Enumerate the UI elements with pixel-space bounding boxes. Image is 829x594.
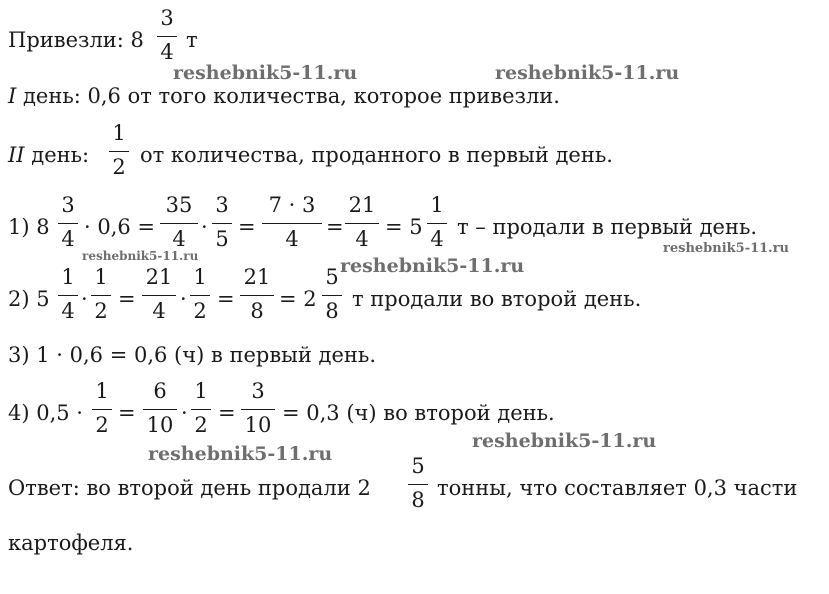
operator: = 2	[279, 287, 317, 311]
fraction: 3 4	[58, 195, 78, 251]
operator: ·	[181, 401, 188, 425]
fraction: 35 4	[160, 195, 198, 251]
answer-rest: тонны, что составляет 0,3 части	[437, 476, 798, 500]
fraction: 3 5	[212, 195, 232, 251]
watermark: reshebnik5-11.ru	[472, 430, 657, 452]
operator: ·	[180, 287, 187, 311]
operator: ·	[201, 215, 208, 239]
fraction: 7 · 3 4	[262, 195, 322, 251]
delivered-label: Привезли: 8	[8, 28, 144, 52]
watermark: reshebnik5-11.ru	[148, 443, 333, 465]
operator: =	[118, 401, 136, 425]
day2-rest: от количества, проданного в первый день.	[140, 143, 613, 167]
unit: т	[186, 28, 198, 52]
watermark: reshebnik5-11.ru	[173, 62, 358, 84]
fraction: 1 4	[427, 195, 447, 251]
answer-line2: картофеля.	[8, 531, 134, 555]
step4-prefix: 4) 0,5 ·	[8, 401, 83, 425]
fraction: 5 8	[408, 456, 428, 512]
fraction: 21 4	[142, 267, 176, 323]
fraction: 5 8	[322, 267, 342, 323]
step2-tail: т продали во второй день.	[352, 287, 642, 311]
operator: = 5	[385, 215, 423, 239]
fraction: 6 10	[143, 381, 177, 437]
step1-prefix: 1) 8	[8, 215, 50, 239]
operator: =	[118, 287, 136, 311]
fraction: 21 4	[345, 195, 379, 251]
fraction: 1 2	[190, 267, 210, 323]
watermark: reshebnik5-11.ru	[495, 62, 680, 84]
fraction: 21 8	[240, 267, 274, 323]
operator: =	[217, 287, 235, 311]
fraction: 3 10	[241, 381, 275, 437]
fraction: 1 2	[91, 267, 111, 323]
operator: · 0,6 =	[84, 215, 156, 239]
operator: ·	[81, 287, 88, 311]
watermark: reshebnik5-11.ru	[82, 249, 199, 263]
fraction: 1 4	[58, 267, 78, 323]
operator: =	[238, 215, 256, 239]
day1-line: I день: 0,6 от того количества, которое привезли.	[8, 84, 560, 108]
fraction: 1 2	[92, 381, 112, 437]
watermark: reshebnik5-11.ru	[340, 255, 525, 277]
fraction: 1 2	[191, 381, 211, 437]
watermark: reshebnik5-11.ru	[663, 241, 790, 256]
operator: =	[218, 401, 236, 425]
day2-line: II день:	[8, 143, 90, 167]
operator: =	[326, 215, 344, 239]
step3: 3) 1 · 0,6 = 0,6 (ч) в первый день.	[8, 343, 377, 367]
answer-text: Ответ: во второй день продали 2	[8, 476, 371, 500]
fraction: 3 4	[157, 8, 177, 64]
step4-tail: = 0,3 (ч) во второй день.	[282, 401, 555, 425]
step2-prefix: 2) 5	[8, 287, 50, 311]
fraction: 1 2	[109, 123, 129, 179]
step1-tail: т – продали в первый день.	[457, 215, 758, 239]
